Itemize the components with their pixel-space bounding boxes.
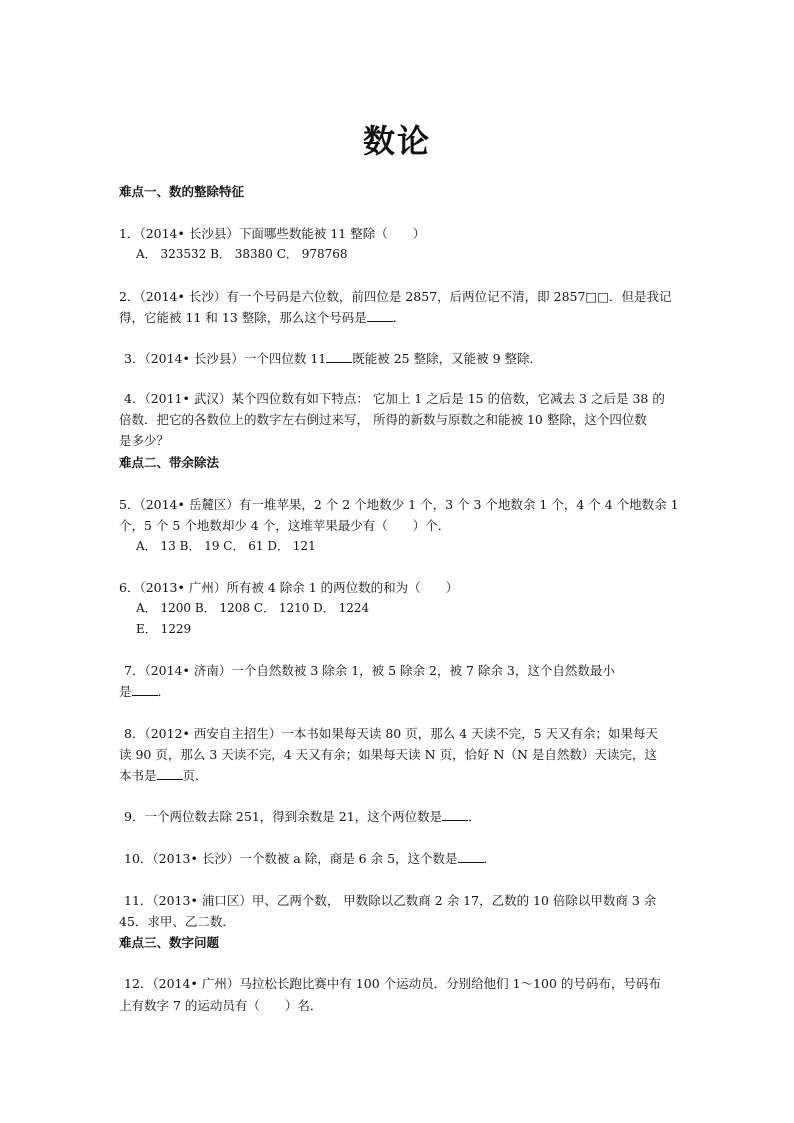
answer-blank <box>367 320 393 322</box>
question-4-line-1: 4．（2011• 武汉）某个四位数有如下特点： 它加上 1 之后是 15 的倍数，它减去 3 之后是 38 的 <box>124 391 665 406</box>
section-heading-1: 难点一、数的整除特征 <box>119 184 245 199</box>
question-9 <box>124 807 481 825</box>
question-11-line-1: 11．（2013• 浦口区）甲、乙两个数， 甲数除以乙数商 2 余 17，乙数的 10 倍除以甲数商 3 余 <box>124 893 657 908</box>
question-7-end: ． <box>157 684 171 699</box>
question-8-line-2: 读 90 页，那么 3 天读不完，4 天又有余；如果每天读 N 页，恰好 N（N 是自然数）天读完，这 <box>119 747 657 762</box>
question-1: 1．（2014• 长沙县）下面哪些数能被 11 整除（ ） <box>119 226 426 241</box>
answer-blank <box>157 778 183 780</box>
question-6-line-1: 6．（2013• 广州）所有被 4 除余 1 的两位数的和为（ ） <box>119 580 459 595</box>
question-4-line-2: 倍数．把它的各数位上的数字左右倒过来写， 所得的新数与原数之和能被 10 整除，这个四位数 <box>119 412 647 427</box>
question-2-end: ． <box>392 310 406 325</box>
question-7-text: 是 <box>119 684 132 699</box>
answer-blank <box>442 819 468 821</box>
question-11-line-2: 45．求甲、乙二数． <box>119 914 235 929</box>
page-title: 数论 <box>362 122 431 160</box>
question-3-text: 3．（2014• 长沙县）一个四位数 11 <box>124 351 327 366</box>
question-12-line-2: 上有数字 7 的运动员有（ ）名． <box>119 998 323 1013</box>
question-1-options: A． 323532 B． 38380 C． 978768 <box>136 247 348 261</box>
section-heading-3: 难点三、数字问题 <box>119 935 220 950</box>
question-6-options: A． 1200 B． 1208 C． 1210 D． 1224 <box>136 601 370 615</box>
question-2-line-1: 2．（2014• 长沙）有一个号码是六位数，前四位是 2857，后两位记不清，即 2857□□．但是我记 <box>119 289 672 304</box>
question-5-options: A． 13 B． 19 C． 61 D． 121 <box>136 539 316 553</box>
question-10-text: 10．（2013• 长沙）一个数被 a 除，商是 6 余 5，这个数是 <box>124 851 458 866</box>
question-8-end: 页． <box>182 768 208 783</box>
question-12-line-1: 12．（2014• 广州）马拉松长跑比赛中有 100 个运动员．分别给他们 1～100 的号码布，号码布 <box>124 976 661 991</box>
question-10 <box>124 849 496 867</box>
question-4-line-3: 是多少？ <box>119 433 170 448</box>
question-6-option-e: E． 1229 <box>136 622 192 636</box>
question-5-line-1: 5．（2014• 岳麓区）有一堆苹果，2 个 2 个地数少 1 个，3 个 3 个地数余 1 个，4 个 4 个地数余 1 <box>119 497 679 512</box>
question-2-line-2 <box>119 308 405 326</box>
answer-blank <box>458 861 484 863</box>
answer-blank <box>326 361 352 363</box>
answer-blank <box>132 694 158 696</box>
question-8-line-1: 8．（2012• 西安自主招生）一本书如果每天读 80 页，那么 4 天读不完，5 天又有余；如果每天 <box>124 726 659 741</box>
question-10-end: ． <box>483 851 497 866</box>
question-7-line-1: 7．（2014• 济南）一个自然数被 3 除余 1，被 5 除余 2，被 7 除余 3，这个自然数最小 <box>124 663 615 678</box>
question-3-end: 既能被 25 整除，又能被 9 整除． <box>352 351 543 366</box>
question-8-line-3 <box>119 766 208 784</box>
section-heading-2: 难点二、带余除法 <box>119 455 220 470</box>
question-9-text: 9．一个两位数去除 251，得到余数是 21，这个两位数是 <box>124 809 443 824</box>
question-7-line-2 <box>119 682 170 700</box>
question-8-text: 本书是 <box>119 768 157 783</box>
question-9-end: ． <box>468 809 481 824</box>
question-5-line-2: 个，5 个 5 个地数却少 4 个，这堆苹果最少有（ ）个． <box>119 518 451 533</box>
question-3 <box>124 349 542 367</box>
question-2-text: 得，它能被 11 和 13 整除，那么这个号码是 <box>119 310 367 325</box>
